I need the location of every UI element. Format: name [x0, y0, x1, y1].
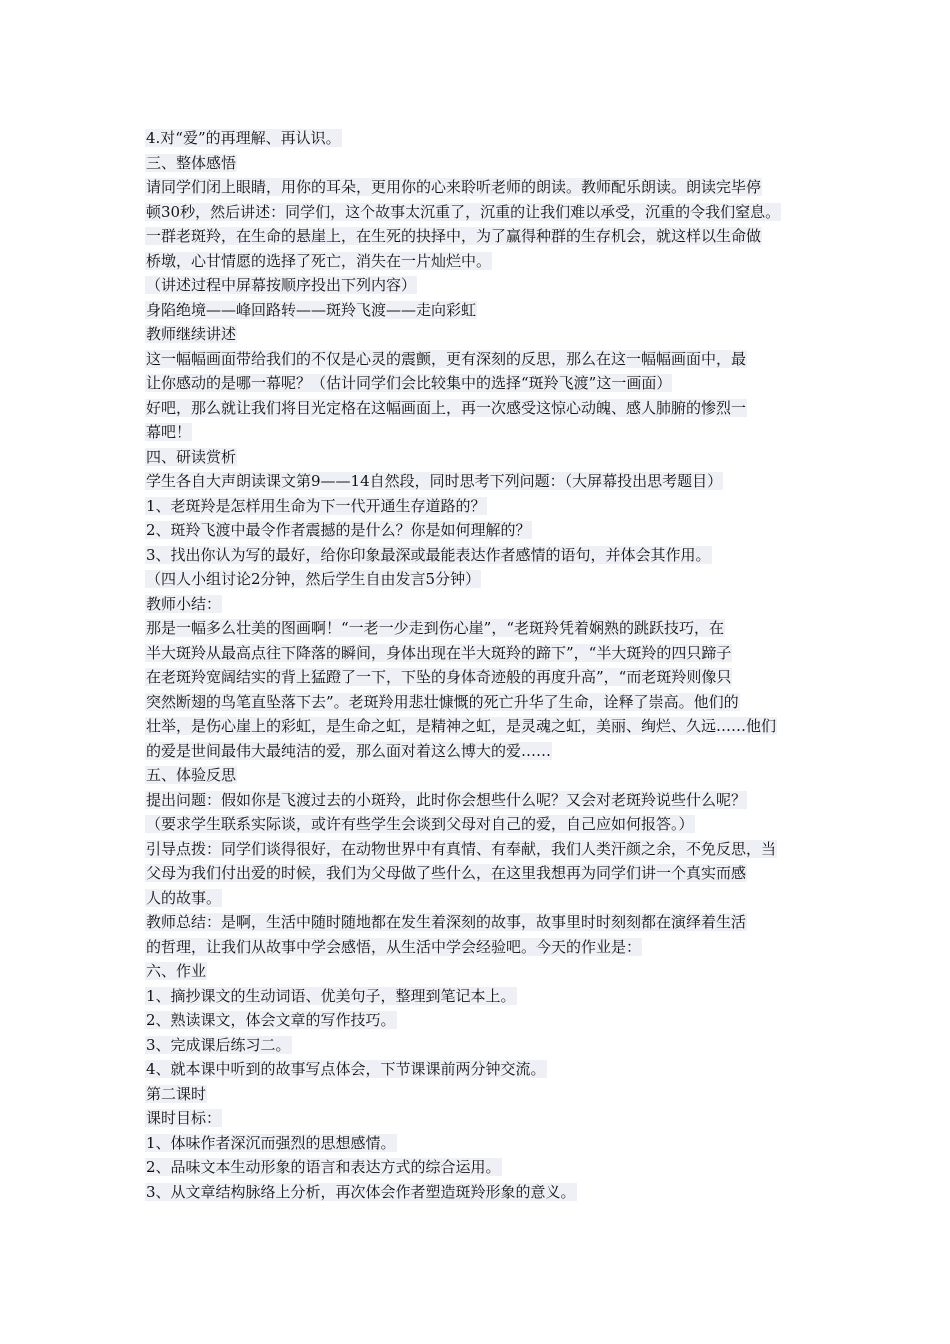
line-text: 1、体味作者深沉而强烈的思想感情。	[146, 1133, 396, 1152]
text-line	[145, 273, 815, 298]
line-text: 4、就本课中听到的故事写点体会，下节课课前两分钟交流。	[146, 1060, 546, 1078]
line-text: 五、体验反思	[146, 766, 237, 784]
text-line	[145, 1106, 815, 1131]
line-text: 学生各自大声朗读课文第9——14自然段，同时思考下列问题：（大屏幕投出思考题目）	[146, 472, 723, 490]
line-text: 半大斑羚从最高点往下降落的瞬间，身体出现在半大斑羚的蹄下”，“半大斑羚的四只蹄子	[146, 643, 732, 662]
line-text: 在老斑羚宽阔结实的背上猛蹬了一下，下坠的身体奇迹般的再度升高”，“而老斑羚则像只	[146, 668, 732, 686]
text-line	[145, 1131, 815, 1156]
text-line	[145, 200, 815, 225]
text-line	[145, 812, 815, 837]
line-text: 壮举，是伤心崖上的彩虹，是生命之虹，是精神之虹，是灵魂之虹，美丽、绚烂、久远……他们	[146, 717, 777, 735]
text-line	[145, 1155, 815, 1180]
line-text: 引导点拨：同学们谈得很好，在动物世界中有真情、有奉献，我们人类汗颜之余，不免反思，当	[146, 839, 777, 858]
line-text: 3、完成课后练习二。	[146, 1035, 291, 1054]
line-text: （四人小组讨论2分钟，然后学生自由发言5分钟）	[146, 570, 481, 588]
line-text: 4.对“爱”的再理解、再认识。	[146, 129, 341, 147]
text-line	[145, 641, 815, 666]
text-line	[145, 396, 815, 421]
line-text: 好吧，那么就让我们将目光定格在这幅画面上，再一次感受这惊心动魄、感人肺腑的惨烈一	[146, 398, 747, 417]
text-line	[145, 1180, 815, 1205]
text-line	[145, 1033, 815, 1058]
section-heading	[145, 445, 815, 470]
line-text: 2、斑羚飞渡中最令作者震撼的是什么？你是如何理解的？	[146, 521, 531, 539]
line-text: 六、作业	[146, 962, 207, 980]
line-text: 的哲理，让我们从故事中学会感悟，从生活中学会经验吧。今天的作业是：	[146, 937, 642, 956]
line-text: 一群老斑羚，在生命的悬崖上，在生死的抉择中，为了赢得种群的生存机会，就这样以生命做	[146, 227, 762, 245]
text-line	[145, 984, 815, 1009]
line-text: 的爱是世间最伟大最纯洁的爱，那么面对着这么博大的爱……	[146, 741, 552, 760]
line-text: （讲述过程中屏幕按顺序投出下列内容）	[146, 276, 417, 294]
text-line	[145, 494, 815, 519]
document-body	[145, 126, 815, 1204]
text-line	[145, 420, 815, 445]
line-text: 请同学们闭上眼睛，用你的耳朵，更用你的心来聆听老师的朗读。教师配乐朗读。朗读完毕停	[146, 178, 762, 196]
text-line	[145, 837, 815, 862]
line-text: 三、整体感悟	[146, 153, 237, 172]
text-line	[145, 788, 815, 813]
text-line	[145, 690, 815, 715]
text-line	[145, 935, 815, 960]
text-line	[145, 298, 815, 323]
line-text: （要求学生联系实际谈，或许有些学生会谈到父母对自己的爱，自己应如何报答。）	[146, 815, 694, 833]
text-line	[145, 543, 815, 568]
line-text: 1、摘抄课文的生动词语、优美句子，整理到笔记本上。	[146, 986, 516, 1005]
text-line	[145, 224, 815, 249]
line-text: 身陷绝境——峰回路转——斑羚飞渡——走向彩虹	[146, 300, 477, 319]
line-text: 2、熟读课文，体会文章的写作技巧。	[146, 1011, 396, 1029]
line-text: 那是一幅多么壮美的图画啊！“一老一少走到伤心崖”，“老斑羚凭着娴熟的跳跃技巧，在	[146, 619, 725, 637]
text-line	[145, 910, 815, 935]
line-text: 父母为我们付出爱的时候，我们为父母做了些什么，在这里我想再为同学们讲一个真实而感	[146, 864, 747, 882]
text-line	[145, 739, 815, 764]
section-heading	[145, 763, 815, 788]
line-text: 3、从文章结构脉络上分析，再次体会作者塑造斑羚形象的意义。	[146, 1182, 576, 1201]
text-line	[145, 249, 815, 274]
line-text: 这一幅幅画面带给我们的不仅是心灵的震颤，更有深刻的反思，那么在这一幅幅画面中，最	[146, 349, 747, 368]
text-line	[145, 616, 815, 641]
text-line	[145, 347, 815, 372]
line-text: 顿30秒，然后讲述：同学们，这个故事太沉重了，沉重的让我们难以承受，沉重的令我们窒息。	[146, 202, 781, 221]
text-line	[145, 1057, 815, 1082]
text-line	[145, 126, 815, 151]
line-text: 3、找出你认为写的最好，给你印象最深或最能表达作者感情的语句，并体会其作用。	[146, 545, 711, 564]
line-text: 桥墩，心甘情愿的选择了死亡，消失在一片灿烂中。	[146, 251, 492, 270]
text-line	[145, 1008, 815, 1033]
text-line	[145, 322, 815, 347]
line-text: 1、老斑羚是怎样用生命为下一代开通生存道路的？	[146, 496, 486, 515]
text-line	[145, 175, 815, 200]
section-heading	[145, 1082, 815, 1107]
text-line	[145, 592, 815, 617]
text-line	[145, 886, 815, 911]
line-text: 四、研读赏析	[146, 447, 237, 466]
line-text: 提出问题：假如你是飞渡过去的小斑羚，此时你会想些什么呢？又会对老斑羚说些什么呢？	[146, 790, 747, 809]
line-text: 2、品味文本生动形象的语言和表达方式的综合运用。	[146, 1158, 501, 1176]
line-text: 教师总结：是啊，生活中随时随地都在发生着深刻的故事，故事里时时刻刻都在演绎着生活	[146, 913, 747, 931]
text-line	[145, 714, 815, 739]
line-text: 课时目标：	[146, 1109, 222, 1127]
text-line	[145, 518, 815, 543]
text-line	[145, 665, 815, 690]
text-line	[145, 861, 815, 886]
line-text: 突然断翅的鸟笔直坠落下去”。老斑羚用悲壮慷慨的死亡升华了生命，诠释了崇高。他们的	[146, 692, 739, 711]
section-heading	[145, 959, 815, 984]
text-line	[145, 469, 815, 494]
line-text: 幕吧！	[146, 423, 192, 441]
text-line	[145, 371, 815, 396]
line-text: 让你感动的是哪一幕呢？（估计同学们会比较集中的选择“斑羚飞渡”这一画面）	[146, 374, 672, 392]
line-text: 教师小结：	[146, 594, 222, 613]
line-text: 第二课时	[146, 1084, 207, 1103]
text-line	[145, 567, 815, 592]
section-heading	[145, 151, 815, 176]
line-text: 人的故事。	[146, 888, 222, 907]
line-text: 教师继续讲述	[146, 325, 237, 343]
